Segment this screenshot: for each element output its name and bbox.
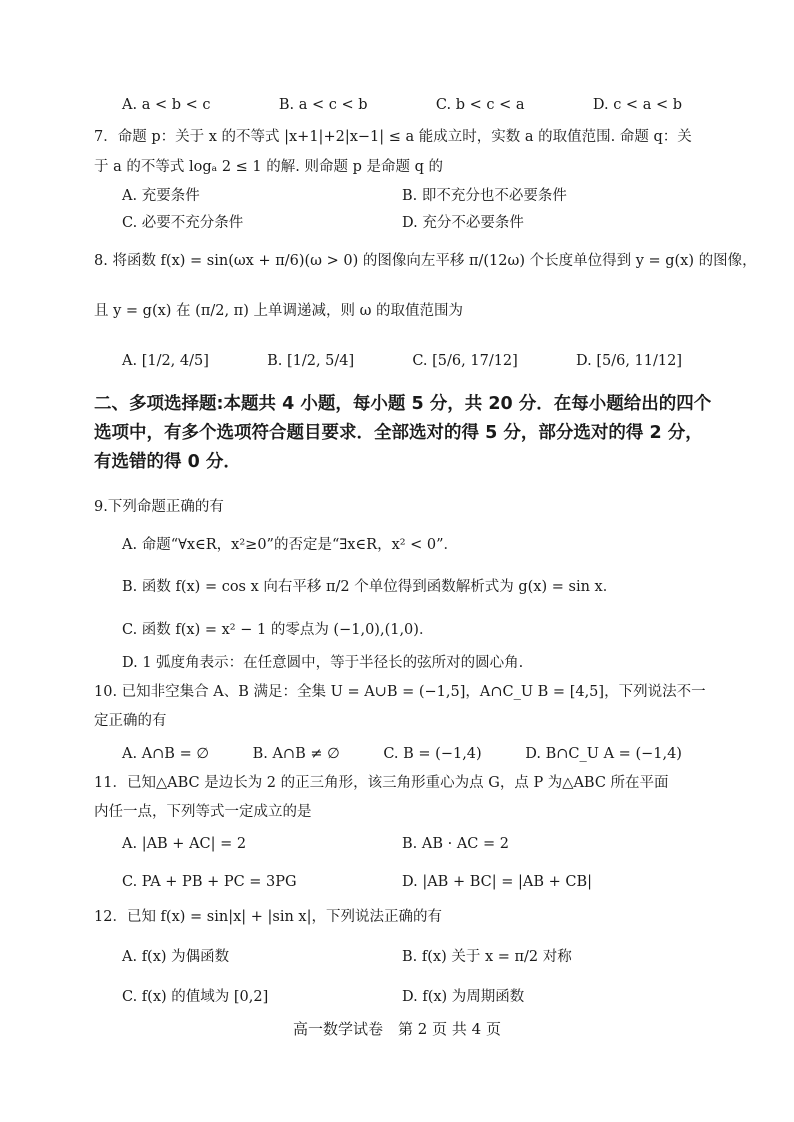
- q10-stem-line2: 定正确的有: [94, 713, 167, 729]
- q10-option-d: D. B∩C_U A = (−1,4): [525, 746, 682, 762]
- q7-stem-line2: 于 a 的不等式 logₐ 2 ≤ 1 的解. 则命题 p 是命题 q 的: [94, 159, 443, 175]
- q9-option-d: D. 1 弧度角表示：在任意圆中，等于半径长的弦所对的圆心角.: [122, 655, 524, 671]
- q7-option-b: B. 即不充分也不必要条件: [402, 188, 567, 204]
- q12-options-row1: [122, 948, 682, 966]
- q12-option-d: D. f(x) 为周期函数: [402, 989, 525, 1005]
- q12-option-c: C. f(x) 的值域为 [0,2]: [122, 989, 269, 1005]
- q12-options-row2: [122, 988, 682, 1006]
- q11-options-row1: [122, 835, 682, 853]
- q9-option-a: A. 命题“∀x∈R，x²≥0”的否定是“∃x∈R，x² < 0”．: [122, 537, 459, 553]
- q7-option-a: A. 充要条件: [122, 188, 200, 204]
- section-2-heading: 二、多项选择题:本题共 4 小题，每小题 5 分，共 20 分．在每小题给出的四个选项中，有多个选项符合题目要求．全部选对的得 5 分，部分选对的得 2 分，有选错的得 0 分．: [94, 394, 712, 472]
- q11-options-row2: [122, 873, 682, 891]
- q7-options-row1: [122, 187, 682, 205]
- q8-option-a: A. [1/2, 4/5]: [122, 353, 209, 369]
- q6-option-d: D. c < a < b: [592, 97, 682, 113]
- q7-option-d: D. 充分不必要条件: [402, 215, 524, 231]
- q8-stem-line2: 且 y = g(x) 在 (π/2, π) 上单调递减，则 ω 的取值范围为: [94, 303, 464, 319]
- q10-option-b: B. A∩B ≠ ∅: [252, 746, 340, 762]
- q8-option-d: D. [5/6, 11/12]: [576, 353, 682, 369]
- q9-option-c: C. 函数 f(x) = x² − 1 的零点为 (−1,0),(1,0)．: [122, 622, 434, 638]
- q11-option-c: C. PA + PB + PC = 3PG: [122, 874, 297, 890]
- q7-stem-line1: 7．命题 p：关于 x 的不等式 |x+1|+2|x−1| ≤ a 能成立时，实数 a 的取值范围. 命题 q：关: [94, 129, 692, 145]
- q6-options: [122, 96, 682, 114]
- q11-stem-line1: 11．已知△ABC 是边长为 2 的正三角形，该三角形重心为点 G，点 P 为△ABC 所在平面: [94, 775, 669, 791]
- q6-option-c: C. b < c < a: [435, 97, 525, 113]
- q8-stem-line1: 8. 将函数 f(x) = sin(ωx + π/6)(ω > 0) 的图像向左平移 π/(12ω) 个长度单位得到 y = g(x) 的图像，: [94, 253, 757, 269]
- q11-stem-line2: 内任一点，下列等式一定成立的是: [94, 804, 312, 820]
- q9-option-b: B. 函数 f(x) = cos x 向右平移 π/2 个单位得到函数解析式为 g(x) = sin x．: [122, 579, 618, 595]
- q11-option-a: A. |AB + AC| = 2: [122, 836, 247, 852]
- q10-stem-line1: 10. 已知非空集合 A、B 满足：全集 U = A∪B = (−1,5]，A∩C_U B = [4,5]，下列说法不一: [94, 684, 706, 700]
- q7-option-c: C. 必要不充分条件: [122, 215, 244, 231]
- q8-option-c: C. [5/6, 17/12]: [412, 353, 518, 369]
- q12-stem: 12．已知 f(x) = sin|x| + |sin x|，下列说法正确的有: [94, 909, 442, 925]
- q8-options: [122, 352, 682, 370]
- q6-option-b: B. a < c < b: [278, 97, 368, 113]
- q8-option-b: B. [1/2, 5/4]: [267, 353, 355, 369]
- q11-option-b: B. AB · AC = 2: [402, 836, 509, 852]
- q10-options: [122, 745, 682, 763]
- q11-option-d: D. |AB + BC| = |AB + CB|: [402, 874, 592, 890]
- page-footer: 高一数学试卷 第 2 页 共 4 页: [293, 1020, 501, 1038]
- q12-option-a: A. f(x) 为偶函数: [122, 949, 230, 965]
- q9-stem: 9.下列命题正确的有: [94, 499, 224, 515]
- q6-option-a: A. a < b < c: [122, 97, 211, 113]
- q7-options-row2: [122, 214, 682, 232]
- q12-option-b: B. f(x) 关于 x = π/2 对称: [402, 949, 572, 965]
- q10-option-c: C. B = (−1,4): [383, 746, 482, 762]
- q10-option-a: A. A∩B = ∅: [122, 746, 209, 762]
